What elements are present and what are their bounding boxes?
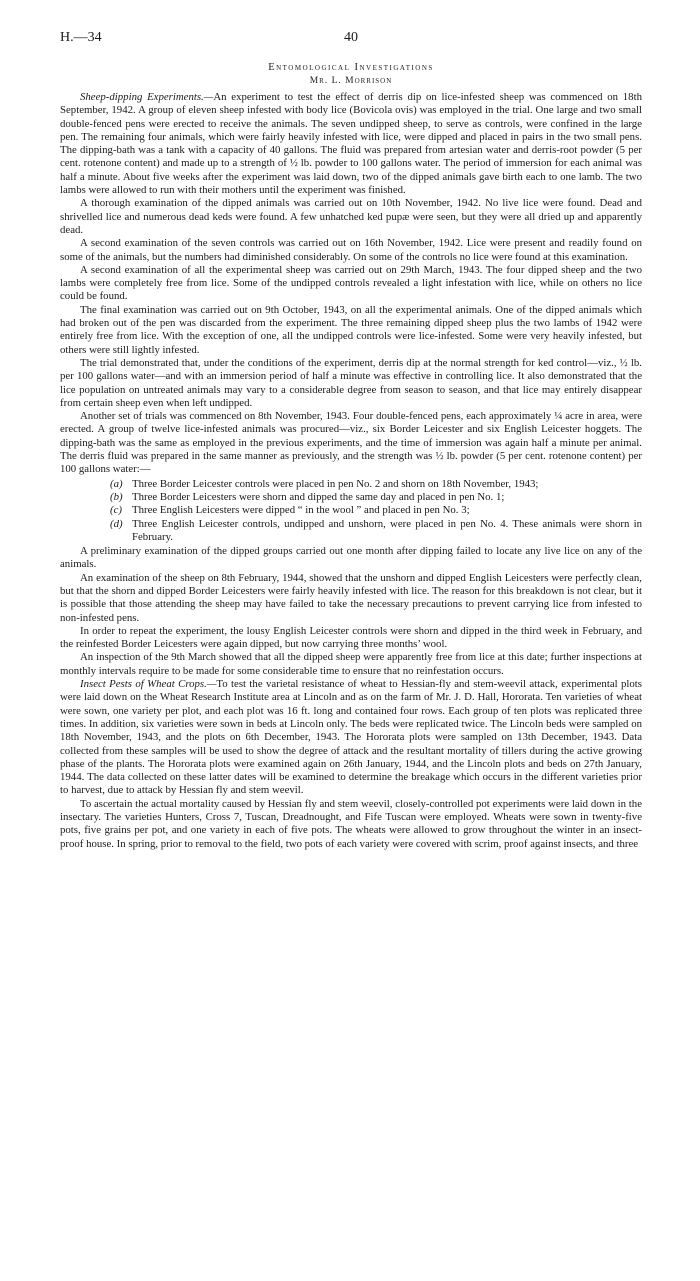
- list-item: [60, 491, 642, 504]
- paragraph-text: A second examination of all the experimental sheep was carried out on 29th March, 1943. The four dipped sheep and the two lambs were completely free from lice. Some of the undipped controls revealed a light infestation with lice, while on others no lice could be found.: [60, 263, 642, 303]
- paragraph: [60, 264, 642, 304]
- author-line: Mr. L. Morrison: [309, 76, 393, 86]
- paragraph-text: The final examination was carried out on 9th October, 1943, on all the experimental animals. One of the dipped animals which had broken out of the pen was discarded from the experiment. The three remaining dipped sheep plus the two lambs of 1942 were entirely free from lice. With the exception of one, all the undipped controls were lice-infested. Some were very heavily infested, but others were still lightly infested.: [60, 303, 642, 356]
- list-text: Three Border Leicesters were shorn and dipped the same day and placed in pen No. 1;: [132, 490, 505, 503]
- paragraph: [60, 197, 642, 237]
- paragraph: [60, 91, 642, 197]
- list-label: (a): [110, 477, 123, 490]
- paragraph: [60, 545, 642, 572]
- paragraph-text: The trial demonstrated that, under the conditions of the experiment, derris dip at the normal strength for ked control—viz., ½ lb. per 100 gallons water—and with an immersion period of half a minute was effective in controlling lice. It also demonstrated that the lice population on untreated animals may vary to a considerable degree from season to season, and that lice may entirely disappear from certain sheep even when left undipped.: [60, 356, 642, 409]
- paragraph-text: A second examination of the seven controls was carried out on 16th November, 1942. Lice were present and readily found on some of the animals, but the numbers had diminished considerably. On some of the controls no lice were found at this examination.: [60, 237, 642, 263]
- paragraph: [60, 357, 642, 410]
- paragraph: [60, 625, 642, 652]
- treatment-list: [60, 478, 642, 544]
- paragraph-lead: Insect Pests of Wheat Crops.—: [80, 678, 217, 691]
- body-before-list: [60, 91, 642, 477]
- running-head: [60, 30, 642, 52]
- list-text: Three Border Leicester controls were placed in pen No. 2 and shorn on 18th November, 1943;: [132, 477, 539, 490]
- list-label: (d): [110, 517, 123, 530]
- paragraph-text: An examination of the sheep on 8th February, 1944, showed that the unshorn and dipped English Leicesters were perfectly clean, but that the shorn and dipped Border Leicesters were fairly heavily infested with lice. The reason for this breakdown is not clear, but it is possible that those attending the sheep may have failed to take the necessary precautions to prevent carrying lice from infested to non-infested pens.: [60, 571, 642, 624]
- paragraph: [60, 237, 642, 264]
- paragraph: [60, 651, 642, 678]
- list-label: (c): [110, 504, 122, 517]
- paragraph: [60, 572, 642, 625]
- list-text: Three English Leicesters were dipped “ in the wool ” and placed in pen No. 3;: [132, 504, 470, 517]
- list-item: [60, 504, 642, 517]
- paragraph-text: An inspection of the 9th March showed that all the dipped sheep were apparently free from lice at this date; further inspections at monthly intervals require to be made for some considerable time to ensure that no reinfestation occurs.: [60, 651, 642, 677]
- paragraph-text: In order to repeat the experiment, the lousy English Leicester controls were shorn and dipped in the third week in February, and the reinfested Border Leicesters were again dipped, but now carrying three months’ wool.: [60, 624, 642, 651]
- list-item: [60, 478, 642, 491]
- page-number: 40: [344, 30, 358, 45]
- list-item: [60, 518, 642, 545]
- paragraph-text: To ascertain the actual mortality caused by Hessian fly and stem weevil, closely-controlled pot experiments were laid down in the insectary. The varieties Hunters, Cross 7, Tuscan, Dreadnought, and Fife Tuscan were employed. Wheats were sown in twenty-five pots, five grains per pot, and one variety in each of five pots. The wheats were allowed to grow throughout the winter in an insect-proof house. In spring, prior to removal to the field, two pots of each variety were covered with scrim, proof against insects, and three: [60, 797, 642, 850]
- list-label: (b): [110, 490, 123, 503]
- body-after-list: [60, 545, 642, 851]
- paragraph-lead: Sheep-dipping Experiments.—: [80, 91, 214, 103]
- document-reference: H.—34: [60, 30, 102, 45]
- paragraph: [60, 304, 642, 357]
- list-text: Three English Leicester controls, undipped and unshorn, were placed in pen No. 4. These animals were shorn in February.: [132, 517, 642, 543]
- paragraph-text: A thorough examination of the dipped animals was carried out on 10th November, 1942. No live lice were found. Dead and shrivelled lice and numerous dead keds were found. A few unhatched ked pupæ were seen, but they were all dried up and apparently dead.: [60, 197, 642, 236]
- paragraph: [60, 798, 642, 851]
- paragraph-text: An experiment to test the effect of derris dip on lice-infested sheep was commenced on 18th September, 1942. A group of eleven sheep infested with body lice (Bovicola ovis) was employed in the trial. One large and two small double-fenced pens were erected to receive the animals. The seven undipped sheep, to serve as controls, were confined in the large pen. The remaining four animals, which were fairly heavily infested with lice, were dipped and placed in pairs in the two small pens. The dipping-bath was a tank with a capacity of 40 gallons. The fluid was prepared from artesian water and derris-root powder (5 per cent. rotenone content) and made up to a strength of ½ lb. powder to 100 gallons water. The period of immersion for each animal was half a minute. About five weeks after the experiment was laid down, two of the dipped animals gave birth each to one lamb. The two lambs were allowed to run with their mothers until the experiment was finished.: [60, 91, 642, 197]
- paragraph-text: To test the varietal resistance of wheat to Hessian-fly and stem-weevil attack, experimental plots were laid down on the Wheat Research Institute area at Lincoln and as on the farm of Mr. J. D. Hall, Hororata. Ten varieties of wheat were sown, one variety per plot, and each plot was 16 ft. long and contained four rows. Each group of ten plots was replicated three times. In addition, six varieties were sown in beds at Lincoln only. The beds were replicated twice. The Lincoln beds were sampled on 18th November, 1943, and the plots on 6th December, 1943. The Hororata plots were sampled on 13th December, 1943. Data collected from these samples will be used to show the degree of attack and the resultant mortality of tillers during the active growing phase of the plants. The Hororata plots were examined again on 26th January, 1944, and the Lincoln plots and beds on 27th January, 1944. The data collected on these latter dates will be examined to determine the breakage which occurs in the different varieties prior to harvest, due to attack by Hessian fly and stem weevil.: [60, 678, 642, 797]
- paragraph: [60, 678, 642, 798]
- paragraph-text: Another set of trials was commenced on 8th November, 1943. Four double-fenced pens, each approximately ¼ acre in area, were erected. A group of twelve lice-infested animals was procured—viz., six Border Leicester and six English Leicester hoggets. The dipping-bath was the same as employed in the previous experiments, and the time of immersion was again half a minute per animal. The derris fluid was prepared in the same manner as previously, and the strength was ½ lb. powder (5 per cent. rotenone content) per 100 gallons water:—: [60, 410, 642, 476]
- paragraph-text: A preliminary examination of the dipped groups carried out one month after dipping failed to locate any live lice on any of the animals.: [60, 545, 642, 571]
- paragraph: [60, 410, 642, 476]
- section-title: Entomological Investigations: [268, 62, 434, 73]
